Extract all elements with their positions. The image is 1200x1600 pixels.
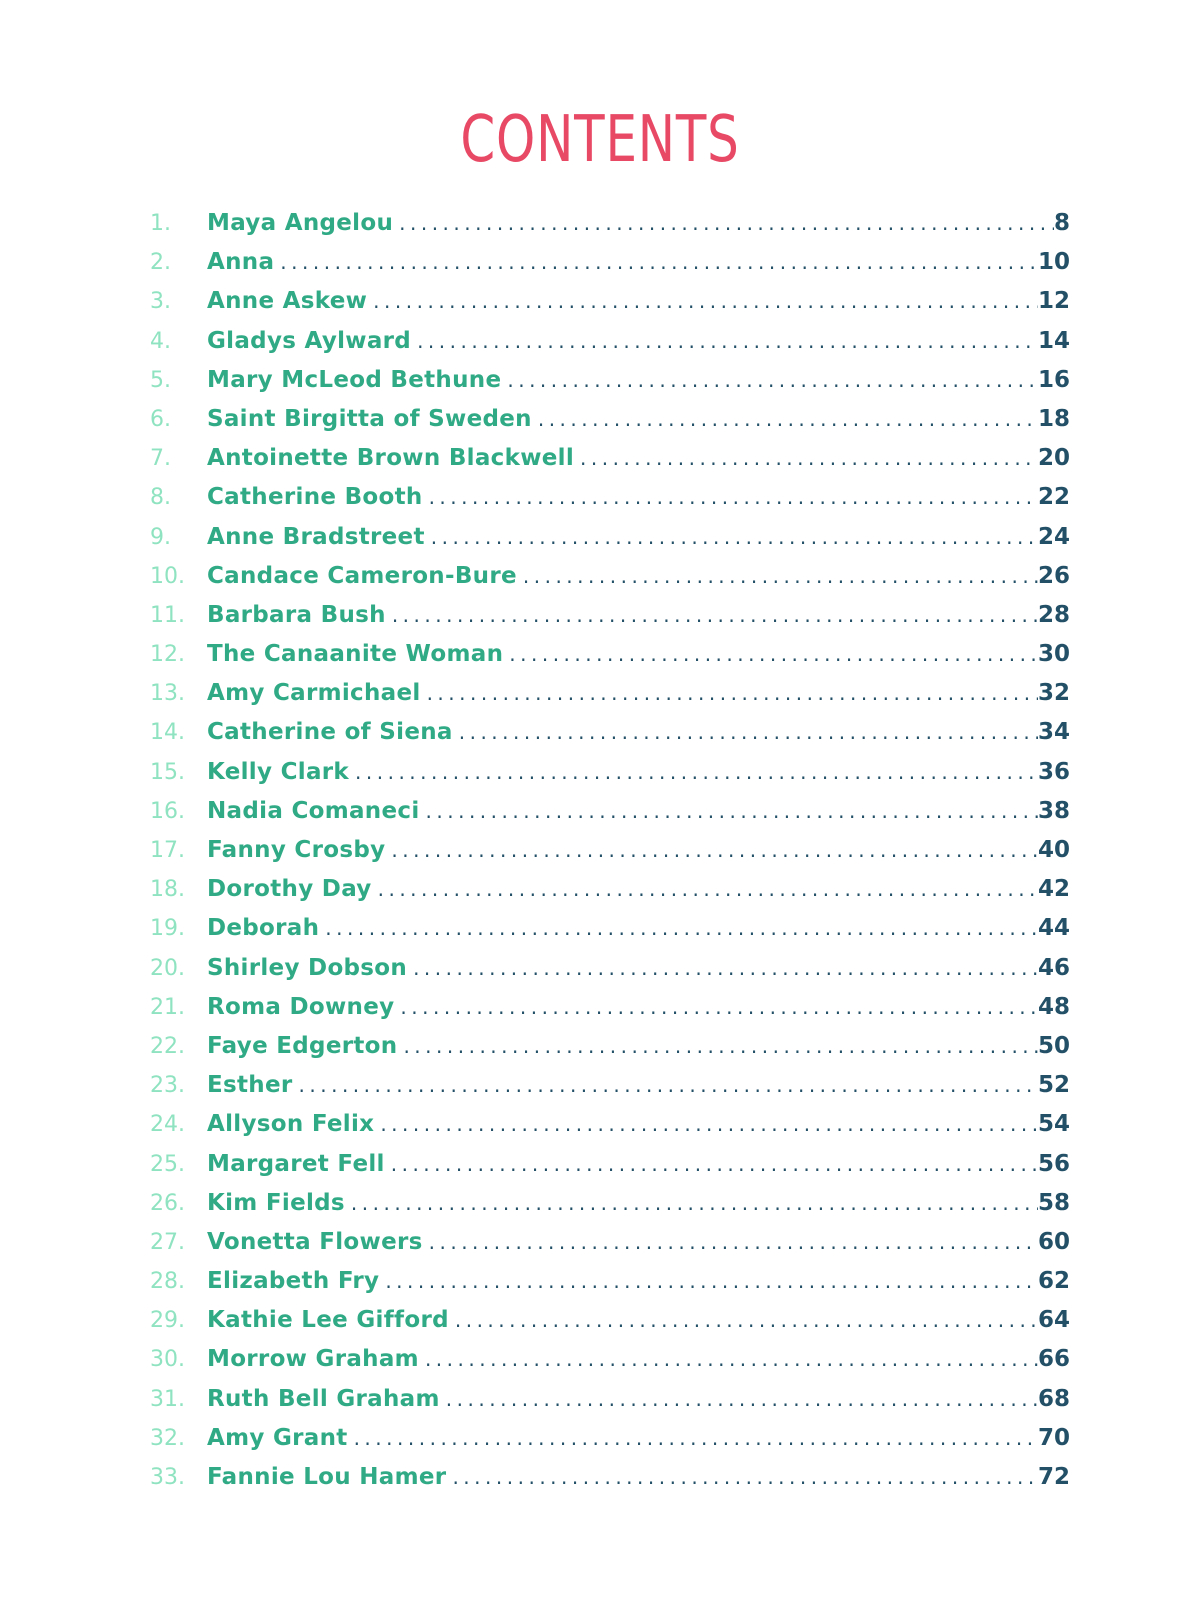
toc-entry[interactable] [150,792,1070,831]
dot-leader [440,1380,1038,1419]
entry-number: 27. [150,1229,185,1255]
entry-number: 24. [150,1112,185,1138]
entry-page-number[interactable]: 40 [1037,837,1070,863]
entry-name[interactable]: Shirley Dobson [207,954,408,981]
dot-leader [449,1301,1038,1340]
toc-entry[interactable] [150,988,1070,1027]
entry-name[interactable]: Catherine Booth [207,484,423,511]
toc-entry[interactable] [150,361,1070,400]
entry-name[interactable]: Fannie Lou Hamer [207,1464,447,1490]
entry-name[interactable]: Margaret Fell [207,1150,385,1177]
dot-leader [393,204,1054,243]
entry-page-number[interactable]: 32 [1037,680,1070,707]
entry-number: 20. [150,955,185,981]
entry-name[interactable]: Gladys Aylward [207,327,412,354]
toc-entry[interactable] [150,439,1070,478]
entry-number: 2. [150,250,171,276]
table-of-contents [150,204,1070,1497]
dot-leader [319,909,1038,948]
entry-name[interactable]: Kim Fields [207,1189,345,1216]
entry-page-number[interactable]: 16 [1037,366,1070,393]
dot-leader [419,1340,1038,1379]
entry-page-number[interactable]: 58 [1037,1189,1070,1216]
dot-leader [345,1184,1038,1223]
entry-number: 1. [150,211,171,236]
entry-page-number[interactable]: 60 [1037,1228,1070,1255]
dot-leader [574,439,1038,478]
dot-leader [453,713,1038,752]
dot-leader [372,870,1038,909]
entry-page-number[interactable]: 62 [1037,1268,1070,1295]
toc-entry[interactable] [150,1105,1070,1144]
entry-name[interactable]: Elizabeth Fry [207,1268,380,1295]
toc-entry[interactable] [150,1262,1070,1301]
dot-leader [349,753,1038,792]
entry-number: 10. [150,563,185,589]
entry-name[interactable]: Antoinette Brown Blackwell [207,445,575,472]
entry-number: 13. [150,681,185,707]
entry-page-number[interactable]: 66 [1037,1346,1070,1373]
dot-leader [446,1458,1038,1497]
entry-page-number[interactable]: 70 [1037,1424,1070,1451]
dot-leader [411,322,1038,361]
toc-entry[interactable] [150,1458,1070,1497]
toc-entry[interactable] [150,243,1070,282]
entry-number: 17. [150,838,185,863]
entry-page-number[interactable]: 48 [1037,993,1070,1020]
toc-entry[interactable] [150,1340,1070,1379]
entry-name[interactable]: Mary McLeod Bethune [207,366,502,393]
dot-leader [407,949,1038,988]
dot-leader [503,635,1038,674]
entry-page-number[interactable]: 8 [1053,210,1070,236]
toc-entry[interactable] [150,635,1070,674]
entry-page-number[interactable]: 72 [1037,1464,1070,1490]
entry-number: 16. [150,798,185,824]
entry-page-number[interactable]: 46 [1037,954,1070,981]
dot-leader [374,1105,1038,1144]
toc-entry[interactable] [150,1223,1070,1262]
toc-entry[interactable] [150,1380,1070,1419]
entry-name[interactable]: Maya Angelou [207,210,394,236]
entry-number: 26. [150,1190,185,1216]
toc-entry[interactable] [150,870,1070,909]
toc-entry[interactable] [150,596,1070,635]
entry-number: 15. [150,759,185,785]
entry-page-number[interactable]: 18 [1037,405,1070,432]
toc-entry[interactable] [150,557,1070,596]
entry-name[interactable]: Ruth Bell Graham [207,1385,440,1412]
toc-entry[interactable] [150,831,1070,870]
entry-name[interactable]: Anne Bradstreet [207,523,425,550]
entry-name[interactable]: Anna [207,249,275,276]
entry-name[interactable]: Barbara Bush [207,601,386,628]
dot-leader [423,478,1038,517]
entry-page-number[interactable]: 30 [1037,641,1070,668]
page-title: CONTENTS [460,103,740,177]
toc-entry[interactable] [150,753,1070,792]
dot-leader [274,243,1038,282]
entry-number: 23. [150,1073,185,1099]
entry-page-number[interactable]: 54 [1037,1111,1070,1138]
entry-name[interactable]: Amy Grant [207,1424,348,1451]
dot-leader [348,1419,1038,1458]
entry-name[interactable]: Catherine of Siena [207,719,453,746]
toc-entry[interactable] [150,909,1070,948]
toc-entry[interactable] [150,1419,1070,1458]
entry-number: 12. [150,642,185,668]
entry-name[interactable]: Deborah [207,915,320,942]
toc-entry[interactable] [150,1301,1070,1340]
entry-page-number[interactable]: 36 [1037,758,1070,785]
entry-number: 19. [150,916,185,942]
dot-leader [420,792,1038,831]
entry-name[interactable]: Morrow Graham [207,1346,419,1373]
toc-entry[interactable] [150,1184,1070,1223]
dot-leader [501,361,1038,400]
entry-number: 7. [150,446,171,472]
entry-page-number[interactable]: 24 [1037,523,1070,550]
toc-entry[interactable] [150,674,1070,713]
entry-page-number[interactable]: 42 [1037,876,1070,903]
toc-entry[interactable] [150,322,1070,361]
entry-number: 29. [150,1308,185,1334]
entry-number: 28. [150,1269,185,1295]
entry-number: 11. [150,602,185,628]
entry-name[interactable]: Kathie Lee Gifford [207,1307,449,1334]
entry-page-number[interactable]: 56 [1037,1150,1070,1177]
entry-number: 32. [150,1425,185,1451]
toc-entry[interactable] [150,204,1070,243]
entry-number: 14. [150,720,185,746]
toc-entry[interactable] [150,282,1070,321]
entry-number: 3. [150,289,171,315]
dot-leader [423,1223,1038,1262]
entry-name[interactable]: Amy Carmichael [207,680,421,707]
dot-leader [293,1066,1038,1105]
entry-name[interactable]: Anne Askew [207,288,368,315]
entry-number: 33. [150,1465,185,1490]
toc-entry[interactable] [150,1145,1070,1184]
entry-name[interactable]: Nadia Comaneci [207,797,420,824]
toc-entry[interactable] [150,478,1070,517]
toc-entry[interactable] [150,713,1070,752]
toc-entry[interactable] [150,518,1070,557]
entry-number: 4. [150,328,171,354]
entry-page-number[interactable]: 38 [1037,797,1070,824]
entry-number: 22. [150,1033,185,1059]
dot-leader [367,282,1038,321]
entry-page-number[interactable]: 34 [1037,719,1070,746]
entry-name[interactable]: Esther [207,1072,293,1099]
entry-page-number[interactable]: 12 [1037,288,1070,315]
dot-leader [425,518,1038,557]
entry-name[interactable]: Fanny Crosby [207,837,386,863]
entry-page-number[interactable]: 64 [1037,1307,1070,1334]
entry-page-number[interactable]: 20 [1037,445,1070,472]
dot-leader [517,557,1038,596]
entry-name[interactable]: Faye Edgerton [207,1032,398,1059]
entry-number: 8. [150,485,171,511]
entry-number: 25. [150,1151,185,1177]
dot-leader [532,400,1038,439]
entry-name[interactable]: Dorothy Day [207,876,372,903]
entry-name[interactable]: Saint Birgitta of Sweden [207,405,532,432]
toc-entry[interactable] [150,400,1070,439]
entry-page-number[interactable]: 52 [1037,1072,1070,1099]
dot-leader [386,596,1038,635]
entry-name[interactable]: Allyson Felix [207,1111,375,1138]
entry-page-number[interactable]: 14 [1037,327,1070,354]
entry-page-number[interactable]: 28 [1037,601,1070,628]
entry-name[interactable]: Vonetta Flowers [207,1228,423,1255]
entry-page-number[interactable]: 10 [1037,249,1070,276]
dot-leader [421,674,1038,713]
entry-number: 5. [150,367,171,393]
dot-leader [385,831,1038,870]
entry-name[interactable]: Roma Downey [207,993,395,1020]
entry-page-number[interactable]: 50 [1037,1032,1070,1059]
entry-page-number[interactable]: 22 [1037,484,1070,511]
entry-number: 9. [150,524,171,550]
toc-entry[interactable] [150,1066,1070,1105]
dot-leader [385,1145,1038,1184]
toc-entry[interactable] [150,1027,1070,1066]
toc-entry[interactable] [150,949,1070,988]
entry-name[interactable]: Kelly Clark [207,758,350,785]
entry-number: 31. [150,1386,185,1412]
entry-number: 30. [150,1347,185,1373]
entry-number: 21. [150,994,185,1020]
entry-name[interactable]: The Canaanite Woman [207,641,504,668]
entry-number: 6. [150,406,171,432]
dot-leader [394,988,1038,1027]
entry-page-number[interactable]: 26 [1037,562,1070,589]
entry-name[interactable]: Candace Cameron-Bure [207,562,517,589]
dot-leader [379,1262,1038,1301]
entry-page-number[interactable]: 68 [1037,1385,1070,1412]
entry-page-number[interactable]: 44 [1037,915,1070,942]
entry-number: 18. [150,877,185,903]
dot-leader [397,1027,1038,1066]
